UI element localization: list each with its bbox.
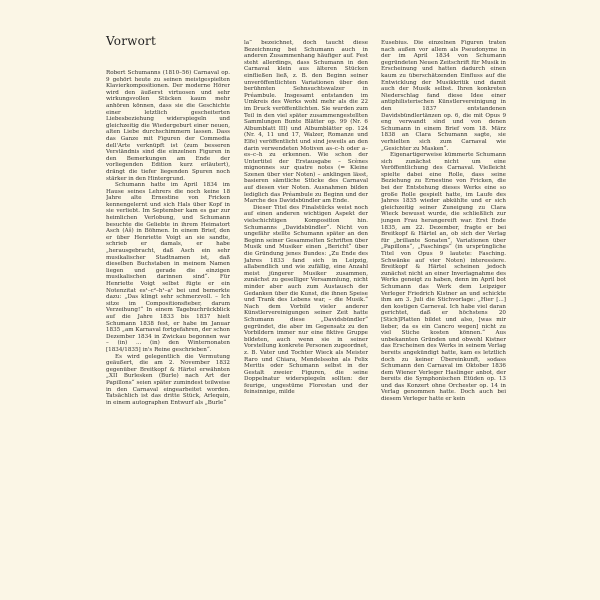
paragraph: Robert Schumanns (1810–56) Carnaval op. 9 gehört heute zu seinen meistgespielten Klavierkompositionen. Der moderne Hörer wird den äußerst virtuosen und sehr wirkungsvollen Stücken kaum mehr anhören können, dass sie die Geschichte einer letztlich gescheiterten Liebesbeziehung widerspiegeln und gleichzeitig die Wiedergeburt einer neuen, alten Liebe durchschimmern lassen. Dass das Ganze mit Figuren der Commedia dell'Arte verknüpft ist (zum besseren Verständnis sind die einzelnen Figuren in den Bemerkungen am Ende der vorliegenden Edition kurz erläutert), drängt die tiefer liegenden Spuren noch stärker in den Hintergrund. <box>106 70 230 182</box>
paragraph: la“ bezeichnet, doch taucht diese Bezeichnung bei Schumann auch in anderen Zusammenhang häufiger auf. Fest steht allerdings, dass Schumann in den Carnaval klein aus älteren Stücken einfließen ließ, z. B. den Beginn seiner unveröffentlichten Variationen über den berühmten Sehnsuchtswalzer in Préambule. Insgesamt entstanden im Umkreis des Werks wohl mehr als die 22 im Druck veröffentlichten. Sie wurden zum Teil in den viel später zusammengestellten Sammlungen Bunte Blätter op. 99 (Nr. 6 Albumblatt III) und Albumblätter op. 124 (Nr. 4, 11 und 17, Walzer, Romanze und Elfe) veröffentlicht und sind jeweils an den darin verwendeten Motiven as–c–h oder a–es–c–h zu erkennen. Wie schon der Untertitel der Erstausgabe – Scènes mignonnes sur quatre notes (= Kleine Szenen über vier Noten) – anklingen lässt, basieren sämtliche Stücke des Carnaval auf diesen vier Noten. Ausnahmen bilden lediglich das Préambule zu Beginn und der Marche des Davidsbündler am Ende. <box>244 40 368 205</box>
paragraph: Schumann hatte im April 1834 im Hause seines Lehrers die noch keine 18 Jahre alte Ernestine von Fricken kennengelernt und sich Hals über Kopf in sie verliebt. Im September kam es gar zur heimlichen Verlobung, und Schumann besuchte die Geliebte in ihrem Heimatort Asch (Aš) in Böhmen. In einem Brief, den er über Henriette Voigt an sie sandte, schrieb er damals, er habe „herausgebracht, daß Asch ein sehr musikalischer Stadtnamen ist, daß dieselben Buchstaben in meinem Namen liegen und gerade die einzigen musikalischen darinnen sind“. Für Henriette Voigt selbst fügte er ein Notenzitat es¹–c²–h¹–a¹ bei und bemerkte dazu: „Das klingt sehr schmerzvoll. – Ich sitze im Compositionsfieber, darum Verzeihung!“ In einem Tagebuchrückblick auf die Jahre 1833 bis 1837 hielt Schumann 1838 fest, er habe im Januar 1835 „am Karnaval fortgefahren, der schon Dezember 1834 in Zwickau begonnen war – (in) ... (in) den Winternonaten [1834/1835] in's Reine geschrieben“. <box>106 182 230 353</box>
paragraph: Dieser Titel des Finalstücks weist noch auf einen anderen wichtigen Aspekt der vielschichtigen Komposition hin. Schumanns „Davidsbündler“. Nicht von ungefähr stellte Schumann später an den Beginn seiner Gesammelten Schriften über Musik und Musiker einen „Bericht“ über die Gründung jenes Bundes: „Zu Ende des Jahres 1833 fand sich in Leipzig, allabendlich und wie zufällig, eine Anzahl meist jüngerer Musiker zusammen, zunächst zu geselliger Versammlung, nicht minder aber auch zum Austausch der Gedanken über die Kunst, die ihnen Speise und Trank des Lebens war, – die Musik.“ Nach dem Vorbild vieler anderer Künstlervereinigungen seiner Zeit hatte Schumann diese „Davidsbündler“ gegründet, die aber im Gegensatz zu den Vorbildern immer nur eine fiktive Gruppe bildeten, auch wenn sie in seiner Vorstellung konkrete Personen zugeordnet, z. B. Vater und Tochter Wieck als Meister Raro und Chiara, Mendelssohn als Felix Meritis oder Schumann selbst in der Gestalt zweier Figuren, die seine Doppelnatur widerspiegeln sollten: der feurige, ungestüme Florestan und der feinsinnige, milde <box>244 204 368 396</box>
text-column-3 <box>381 40 506 600</box>
paragraph: Eusebius. Die einzelnen Figuren traten nach außen vor allem als Pseudonyme in der im April 1834 von Schumann gegründeten Neuen Zeitschrift für Musik in Erscheinung und hatten dadurch einen kaum zu überschätzenden Einfluss auf die Entwicklung der Musikkritik und damit auch der Musik selbst. Ihren konkreten Niederschlag fand diese Idee einer antiphilisterischen Künstlervereinigung in den 1837 entstandenen Davidsbündlertänzen op. 6, die mit Opus 9 eng verwandt sind und von denen Schumann in einem Brief vom 18. März 1838 an Clara Schumann sagte, sie verhielten sich zum Carnaval wie „Gesichter zu Masken“. <box>381 40 506 152</box>
paragraph: Eigenartigerweise kümmerte Schumann sich zunächst nicht um eine Veröffentlichung des Carnaval. Vielleicht spielte dabei eine Rolle, dass seine Beziehung zu Ernestine von Fricken, die bei der Entstehung dieses Werks eine so große Rolle gespielt hatte, im Laufe des Jahres 1835 wieder abkühlte und er sich gleichzeitig seiner Zuneigung zu Clara Wieck bewusst wurde, die schließlich zur jungen Frau herangereift war. Erst Ende 1835, am 22. Dezember, fragte er bei Breitkopf & Härtel an, ob sich der Verlag für „brillante Sonaten“, Variationen über „Papillons“, „Faschings“ (in ursprüngliche Titel von Opus 9 lautete: Fasching. Schwänke auf vier Noten) interessiere. Breitkopf & Härtel scheinen jedoch zunächst nicht an einer Inverlagnahme des Werks geneigt zu haben, denn im April bot Schumann das Werk dem Leipziger Verleger Friedrich Kistner an und schickte ihm am 3. Juli die Stichvorlage: „Hier [...] den kostigen Carneval. Ich habe viel daran gerichtet, daß er höchstens 20 [Stich]Platten bildet und also, [was mir lieber, da es ein Cancro wegen] nicht zu viel Stiche kosten können.“ Aus unbekannten Gründen und obwohl Kistner das Erscheinen des Werks in seinem Verlag bereits angekündigt hatte, kam es letztlich doch zu keiner Übereinkunft, sodass Schumann den Carnaval im Oktober 1836 dem Wiener Verleger Haslinger anbot, der bereits die Symphonischen Etüden op. 13 und das Konzert ohne Orchester op. 14 in Verlag genommen hatte. Doch auch bei diesem Verleger hatte er kein <box>381 152 506 403</box>
paragraph: Es wird gelegentlich die Vermutung geäußert, die am 2. November 1832 gegenüber Breitkopf & Härtel erwähnten „XII Burlesken (Burle) nach Art der Papillons“ seien später zumindest teilweise in den Carnaval eingearbeitet worden. Tatsächlich ist das dritte Stück, Arlequin, in einem autographen Entwurf als „Burle“ <box>106 353 230 406</box>
page-title: Vorwort <box>106 34 156 48</box>
text-column-1 <box>106 70 230 590</box>
text-column-2 <box>244 40 368 600</box>
